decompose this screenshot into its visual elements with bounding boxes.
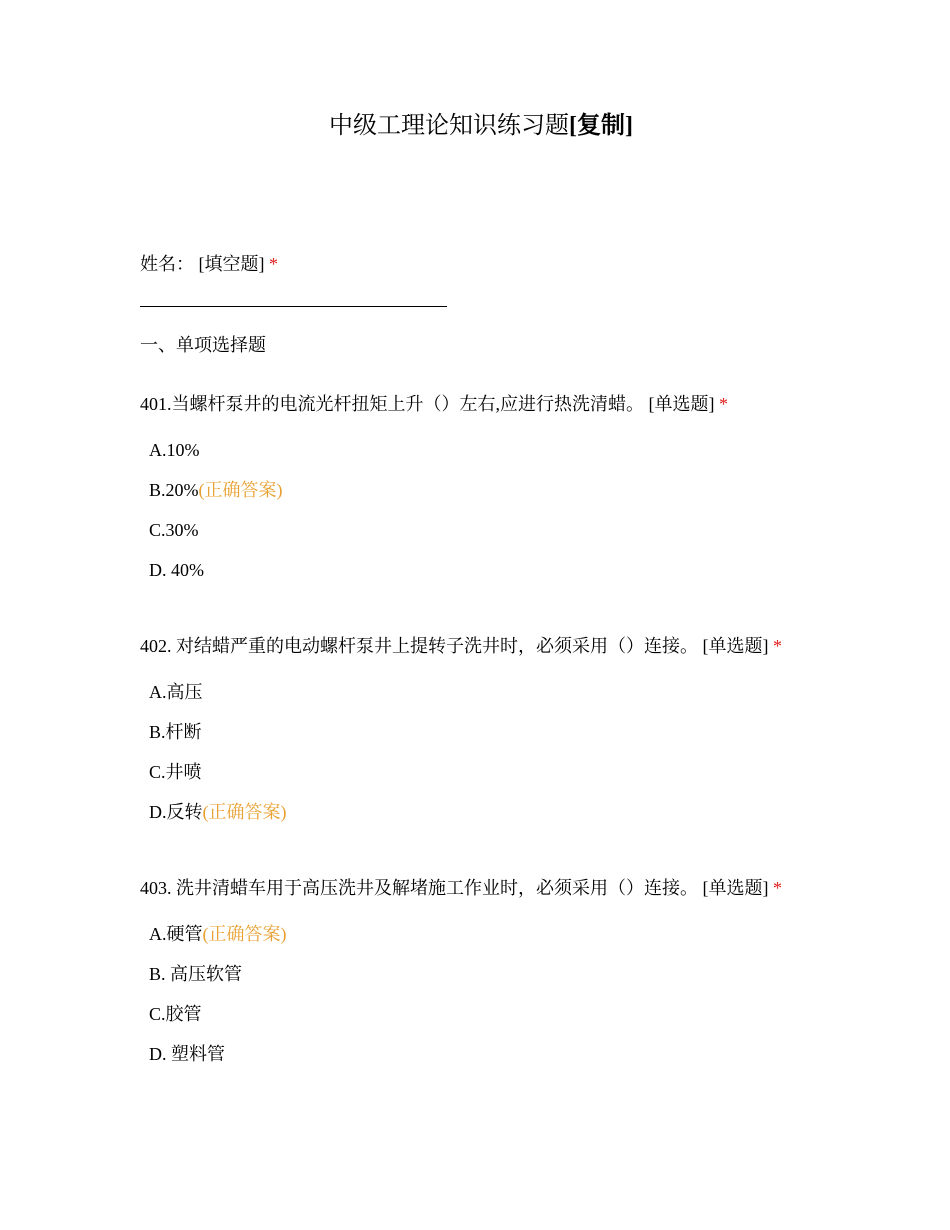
option-403-d[interactable] <box>149 1041 225 1067</box>
required-mark: * <box>773 636 782 656</box>
correct-answer-tag: (正确答案) <box>202 802 287 822</box>
option-label: A.硬管 <box>149 924 203 944</box>
required-mark: * <box>773 878 782 898</box>
question-401 <box>140 391 728 417</box>
option-403-a[interactable] <box>149 921 287 947</box>
required-mark: * <box>719 394 728 414</box>
question-403 <box>140 875 782 901</box>
question-text: 402. 对结蜡严重的电动螺杆泵井上提转子洗井时，必须采用（）连接。 <box>140 636 698 656</box>
option-401-d[interactable] <box>149 557 204 583</box>
option-403-b[interactable] <box>149 961 242 987</box>
option-401-b[interactable] <box>149 477 283 503</box>
option-label: C.胶管 <box>149 1004 202 1024</box>
question-type-tag: [单选题] <box>648 394 715 414</box>
page-title <box>0 108 950 144</box>
question-text: 403. 洗井清蜡车用于高压洗井及解堵施工作业时，必须采用（）连接。 <box>140 878 698 898</box>
option-402-b[interactable] <box>149 719 202 745</box>
option-label: A.10% <box>149 440 200 460</box>
option-label: D. 塑料管 <box>149 1044 225 1064</box>
option-label: B.杆断 <box>149 722 202 742</box>
option-402-d[interactable] <box>149 799 287 825</box>
option-402-c[interactable] <box>149 759 202 785</box>
name-answer-blank[interactable] <box>140 306 447 307</box>
option-402-a[interactable] <box>149 679 203 705</box>
option-label: A.高压 <box>149 682 203 702</box>
option-label: D.反转 <box>149 802 203 822</box>
correct-answer-tag: (正确答案) <box>202 924 287 944</box>
correct-answer-tag: (正确答案) <box>198 480 283 500</box>
title-copy-suffix: [复制] <box>569 113 633 139</box>
option-403-c[interactable] <box>149 1001 202 1027</box>
question-type-tag: [填空题] <box>198 254 265 274</box>
name-label: 姓名： <box>140 254 194 274</box>
option-label: D. 40% <box>149 560 204 580</box>
section-heading: 一、单项选择题 <box>140 335 266 355</box>
option-401-c[interactable] <box>149 517 199 543</box>
title-text: 中级工理论知识练习题 <box>329 113 569 139</box>
name-question <box>140 251 278 277</box>
question-type-tag: [单选题] <box>702 636 769 656</box>
required-mark: * <box>269 254 278 274</box>
option-label: C.30% <box>149 520 199 540</box>
option-label: B.20% <box>149 480 199 500</box>
option-401-a[interactable] <box>149 437 200 463</box>
option-label: B. 高压软管 <box>149 964 243 984</box>
option-label: C.井喷 <box>149 762 202 782</box>
question-402 <box>140 633 782 659</box>
question-type-tag: [单选题] <box>702 878 769 898</box>
question-text: 401.当螺杆泵井的电流光杆扭矩上升（）左右,应进行热洗清蜡。 <box>140 394 644 414</box>
